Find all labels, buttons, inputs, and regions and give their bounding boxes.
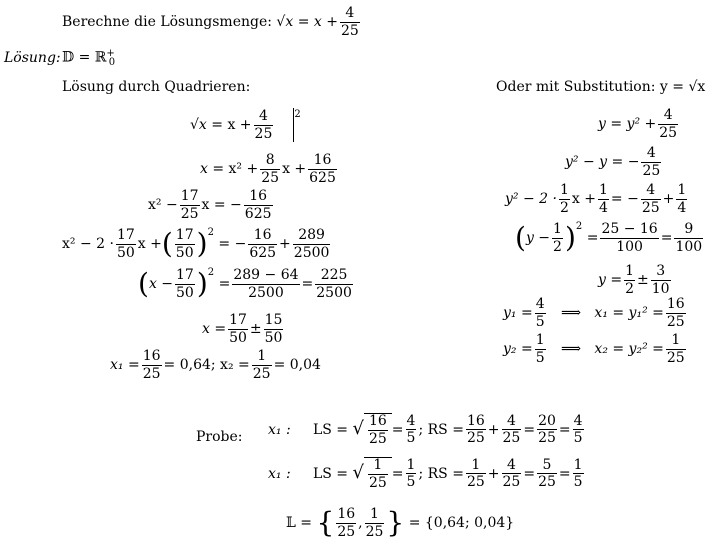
right-step-6: y₁ = $\frac{4}{5}$ ⟹ x₁ = y₁² = $\frac{16}{25}$ [503,296,685,330]
check-row-1: x₁ : LS = √ $\frac{16}{25}$ = $\frac{4}{5}$ ; RS = $\frac{16}{25}$ + $\frac{4}{25}$ = $\frac{20}{25}$ = $\frac{4}{5}$ [268,412,583,447]
implies-arrow: ⟹ [560,341,582,358]
task-lhs: √x [276,14,294,31]
right-step-4: ( y − $\frac{1}{2}$ ) $^2$ = $\frac{25 - 16}{100}$ = $\frac{9}{100}$ [515,221,703,255]
left-step-4: x² − 2 · $\frac{17}{50}$ x + ( $\frac{17}{50}$ ) $^2$ = − $\frac{16}{625}$ + $\frac{289}{2500}$ [62,227,330,261]
left-step-5: ( x − $\frac{17}{50}$ ) $^2$ = $\frac{289 - 64}{2500}$ = $\frac{225}{2500}$ [138,267,352,301]
left-step-7: x₁ = $\frac{16}{25}$ = 0,64; x₂ = $\frac{1}{25}$ = 0,04 [110,348,321,382]
right-step-3: y² − 2 · $\frac{1}{2}$ x + $\frac{1}{4}$ = − $\frac{4}{25}$ + $\frac{1}{4}$ [505,182,687,216]
left-title: Lösung durch Quadrieren: [62,79,251,95]
right-title: Oder mit Substitution: y = √x [496,79,706,95]
check-label: Probe: [196,429,243,445]
right-step-2: y² − y = − $\frac{4}{25}$ [565,145,661,179]
left-step-3: x² − $\frac{17}{25}$ x = − $\frac{16}{625}$ [148,188,272,222]
right-step-1: y = y² + $\frac{4}{25}$ [598,107,678,141]
right-step-5: y = $\frac{1}{2}$ ± $\frac{3}{10}$ [598,263,670,297]
task-rhs: x + [313,14,338,31]
domain-line: 𝔻 = ℝ+$_0$ [62,48,116,69]
left-step-6: x = $\frac{17}{50}$ ± $\frac{15}{50}$ [202,312,283,346]
task-intro: Berechne die Lösungsmenge: [62,14,272,31]
result-line: 𝕃 = { $\frac{16}{25}$ , $\frac{1}{25}$ } = {0,64; 0,04} [286,506,515,540]
task-fraction: $\frac{4}{25}$ [340,5,359,39]
left-step-2: x = x² + $\frac{8}{25}$ x + $\frac{16}{625}$ [200,152,336,186]
check-row-2: x₁ : LS = √ $\frac{1}{25}$ = $\frac{1}{5}$ ; RS = $\frac{1}{25}$ + $\frac{4}{25}$ = $\frac{5}{25}$ = $\frac{1}{5}$ [268,456,583,491]
left-step-1: √x = x + $\frac{4}{25}$ $^2$ [190,107,301,142]
implies-arrow: ⟹ [560,305,582,322]
right-step-7: y₂ = $\frac{1}{5}$ ⟹ x₂ = y₂² = $\frac{1}{25}$ [503,332,685,366]
task-line: Berechne die Lösungsmenge: √x = x + $\frac{4}{25}$ [62,5,359,39]
solution-label: Lösung: [4,50,61,66]
